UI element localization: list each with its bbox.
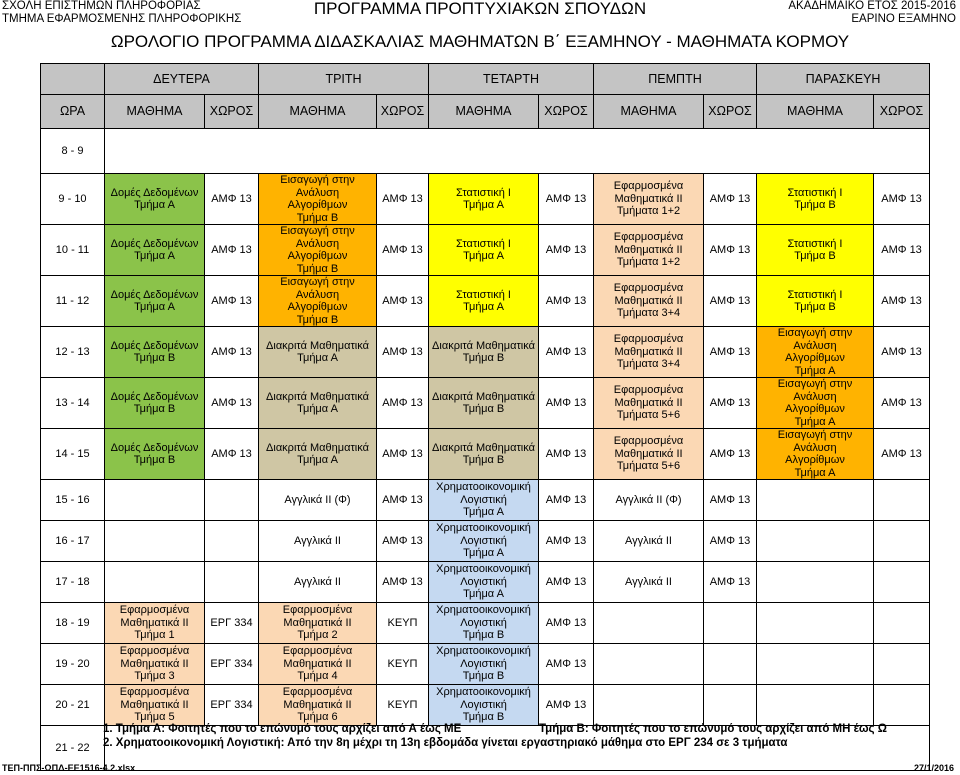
room-cell [205, 480, 259, 521]
table-row [41, 276, 930, 327]
course-cell [757, 685, 874, 726]
day-header: ΠΑΡΑΣΚΕΥΗ [757, 64, 930, 95]
column-header-course: ΜΑΘΗΜΑ [429, 95, 539, 129]
room-cell: ΑΜΦ 13 [377, 521, 429, 562]
room-cell: ΑΜΦ 13 [377, 480, 429, 521]
course-cell: Διακριτά Μαθηματικά Τμήμα Α [259, 327, 377, 378]
course-cell: Χρηματοοικονομική Λογιστική Τμήμα Α [429, 480, 539, 521]
table-row [41, 521, 930, 562]
course-cell: Αγγλικά ΙΙ [594, 562, 704, 603]
room-cell: ΑΜΦ 13 [539, 429, 594, 480]
footer-date: 27/1/2016 [913, 763, 954, 773]
schedule-table [40, 63, 930, 771]
course-cell: Εφαρμοσμένα Μαθηματικά ΙΙ Τμήμα 3 [105, 644, 205, 685]
room-cell: ΑΜΦ 13 [205, 327, 259, 378]
school-name: ΣΧΟΛΗ ΕΠΙΣΤΗΜΩΝ ΠΛΗΡΟΦΟΡΙΑΣ [2, 0, 201, 12]
room-cell: ΑΜΦ 13 [377, 225, 429, 276]
course-cell: Αγγλικά ΙΙ (Φ) [259, 480, 377, 521]
time-slot: 15 - 16 [41, 480, 105, 521]
course-cell: Στατιστική Ι Τμήμα Β [757, 174, 874, 225]
day-header: ΤΡΙΤΗ [259, 64, 429, 95]
course-cell: Εφαρμοσμένα Μαθηματικά ΙΙ Τμήμα 1 [105, 603, 205, 644]
course-cell: Χρηματοοικονομική Λογιστική Τμήμα Β [429, 685, 539, 726]
course-cell: Διακριτά Μαθηματικά Τμήμα Β [429, 429, 539, 480]
room-cell [205, 521, 259, 562]
course-cell: Στατιστική Ι Τμήμα Β [757, 276, 874, 327]
course-cell [594, 685, 704, 726]
course-cell [105, 562, 205, 603]
time-slot: 21 - 22 [41, 726, 105, 771]
course-cell: Εφαρμοσμένα Μαθηματικά ΙΙ Τμήματα 3+4 [594, 327, 704, 378]
course-cell: Εφαρμοσμένα Μαθηματικά ΙΙ Τμήμα 2 [259, 603, 377, 644]
course-cell: Διακριτά Μαθηματικά Τμήμα Α [259, 378, 377, 429]
room-cell: ΑΜΦ 13 [539, 685, 594, 726]
table-row [41, 644, 930, 685]
room-cell: ΕΡΓ 334 [205, 603, 259, 644]
room-cell: ΑΜΦ 13 [377, 276, 429, 327]
course-cell: Εφαρμοσμένα Μαθηματικά ΙΙ Τμήματα 1+2 [594, 174, 704, 225]
course-cell [757, 603, 874, 644]
course-cell: Εφαρμοσμένα Μαθηματικά ΙΙ Τμήματα 3+4 [594, 276, 704, 327]
table-row [41, 685, 930, 726]
course-cell: Χρηματοοικονομική Λογιστική Τμήμα Α [429, 562, 539, 603]
room-cell [874, 603, 930, 644]
room-cell: ΑΜΦ 13 [377, 429, 429, 480]
note-2: 2. Χρηματοοικονομική Λογιστική: Από την 8η μέχρι τη 13η εβδομάδα γίνεται εργαστηριακό μάθημα στο ΕΡΓ 234 σε 3 τμήματα [103, 737, 788, 749]
column-header-course: ΜΑΘΗΜΑ [757, 95, 874, 129]
course-cell: Εφαρμοσμένα Μαθηματικά ΙΙ Τμήμα 5 [105, 685, 205, 726]
room-cell: ΑΜΦ 13 [704, 276, 757, 327]
course-cell: Διακριτά Μαθηματικά Τμήμα Β [429, 378, 539, 429]
room-cell: ΑΜΦ 13 [874, 225, 930, 276]
room-cell [874, 480, 930, 521]
course-cell: Εφαρμοσμένα Μαθηματικά ΙΙ Τμήματα 1+2 [594, 225, 704, 276]
room-cell: ΑΜΦ 13 [539, 603, 594, 644]
room-cell: ΕΡΓ 334 [205, 644, 259, 685]
room-cell: ΑΜΦ 13 [704, 327, 757, 378]
room-cell: ΑΜΦ 13 [704, 521, 757, 562]
room-cell: ΑΜΦ 13 [874, 429, 930, 480]
semester: ΕΑΡΙΝΟ ΕΞΑΜΗΝΟ [851, 13, 956, 25]
course-cell [757, 562, 874, 603]
column-header-course: ΜΑΘΗΜΑ [259, 95, 377, 129]
room-cell [704, 685, 757, 726]
time-slot: 11 - 12 [41, 276, 105, 327]
course-cell: Στατιστική Ι Τμήμα Α [429, 276, 539, 327]
room-cell: ΕΡΓ 334 [205, 685, 259, 726]
time-slot: 18 - 19 [41, 603, 105, 644]
room-cell: ΑΜΦ 13 [539, 225, 594, 276]
column-header-room: ΧΩΡΟΣ [377, 95, 429, 129]
course-cell: Αγγλικά ΙΙ (Φ) [594, 480, 704, 521]
course-cell: Στατιστική Ι Τμήμα Α [429, 225, 539, 276]
room-cell: ΑΜΦ 13 [539, 521, 594, 562]
time-slot: 19 - 20 [41, 644, 105, 685]
room-cell: ΑΜΦ 13 [539, 174, 594, 225]
department-name: ΤΜΗΜΑ ΕΦΑΡΜΟΣΜΕΝΗΣ ΠΛΗΡΟΦΟΡΙΚΗΣ [2, 13, 242, 25]
column-header-course: ΜΑΘΗΜΑ [594, 95, 704, 129]
day-header: ΤΕΤΑΡΤΗ [429, 64, 594, 95]
course-cell [757, 644, 874, 685]
room-cell: ΑΜΦ 13 [539, 276, 594, 327]
room-cell: ΑΜΦ 13 [704, 429, 757, 480]
course-cell: Εφαρμοσμένα Μαθηματικά ΙΙ Τμήματα 5+6 [594, 378, 704, 429]
time-slot: 20 - 21 [41, 685, 105, 726]
table-row [41, 562, 930, 603]
room-cell: ΑΜΦ 13 [539, 378, 594, 429]
course-cell: Χρηματοοικονομική Λογιστική Τμήμα Β [429, 603, 539, 644]
course-cell: Εφαρμοσμένα Μαθηματικά ΙΙ Τμήμα 4 [259, 644, 377, 685]
room-cell: ΑΜΦ 13 [704, 225, 757, 276]
time-slot: 13 - 14 [41, 378, 105, 429]
program-title: ΠΡΟΓΡΑΜΜΑ ΠΡΟΠΤΥΧΙΑΚΩΝ ΣΠΟΥΔΩΝ [313, 0, 647, 18]
room-cell: ΑΜΦ 13 [377, 327, 429, 378]
course-cell [594, 644, 704, 685]
column-header-course: ΜΑΘΗΜΑ [105, 95, 205, 129]
page-title: ΩΡΟΛΟΓΙΟ ΠΡΟΓΡΑΜΜΑ ΔΙΔΑΣΚΑΛΙΑΣ ΜΑΘΗΜΑΤΩΝ Β΄ ΕΞΑΜΗΝΟΥ - ΜΑΘΗΜΑΤΑ ΚΟΡΜΟΥ [110, 32, 850, 51]
room-cell: ΑΜΦ 13 [377, 562, 429, 603]
room-cell: ΑΜΦ 13 [874, 378, 930, 429]
course-cell: Στατιστική Ι Τμήμα Β [757, 225, 874, 276]
course-cell [594, 603, 704, 644]
course-cell: Εισαγωγή στην Ανάλυση Αλγορίθμων Τμήμα Β [259, 276, 377, 327]
note-1b: Τμήμα Β: Φοιτητές που το επώνυμό τους αρχίζει από ΜΗ έως Ω [539, 723, 887, 735]
table-row [41, 174, 930, 225]
day-header: ΔΕΥΤΕΡΑ [105, 64, 259, 95]
course-cell [105, 521, 205, 562]
header-right [788, 0, 956, 26]
course-cell: Αγγλικά ΙΙ [259, 562, 377, 603]
column-header-room: ΧΩΡΟΣ [539, 95, 594, 129]
course-cell: Δομές Δεδομένων Τμήμα Α [105, 174, 205, 225]
footer-file: ΤΕΠ-ΠΠΣ-ΩΠΔ-ΕΕ1516-4.2.xlsx [2, 763, 136, 773]
room-cell: ΑΜΦ 13 [874, 276, 930, 327]
room-cell: ΑΜΦ 13 [704, 174, 757, 225]
course-cell: Διακριτά Μαθηματικά Τμήμα Β [429, 327, 539, 378]
room-cell: ΚΕΥΠ [377, 685, 429, 726]
room-cell: ΑΜΦ 13 [874, 174, 930, 225]
time-slot: 14 - 15 [41, 429, 105, 480]
time-slot: 16 - 17 [41, 521, 105, 562]
room-cell [874, 562, 930, 603]
room-cell: ΑΜΦ 13 [539, 327, 594, 378]
course-cell: Εισαγωγή στην Ανάλυση Αλγορίθμων Τμήμα Β [259, 225, 377, 276]
room-cell [874, 521, 930, 562]
room-cell [704, 644, 757, 685]
room-cell: ΑΜΦ 13 [205, 276, 259, 327]
table-row [41, 129, 930, 174]
course-cell: Στατιστική Ι Τμήμα Α [429, 174, 539, 225]
time-slot: 10 - 11 [41, 225, 105, 276]
course-cell: Εφαρμοσμένα Μαθηματικά ΙΙ Τμήμα 6 [259, 685, 377, 726]
room-cell: ΑΜΦ 13 [539, 562, 594, 603]
room-cell: ΑΜΦ 13 [704, 480, 757, 521]
course-cell: Αγγλικά ΙΙ [259, 521, 377, 562]
header-corner [41, 64, 105, 95]
table-row [41, 429, 930, 480]
room-cell: ΑΜΦ 13 [539, 480, 594, 521]
course-cell: Εισαγωγή στην Ανάλυση Αλγορίθμων Τμήμα Α [757, 429, 874, 480]
room-cell: ΑΜΦ 13 [205, 225, 259, 276]
columns-header-row [41, 95, 930, 129]
time-slot: 9 - 10 [41, 174, 105, 225]
room-cell: ΑΜΦ 13 [377, 174, 429, 225]
table-row [41, 603, 930, 644]
note-1a: 1. Τμήμα Α: Φοιτητές που το επώνυμό τους αρχίζει από Α έως ΜΕ [103, 723, 462, 735]
table-row [41, 480, 930, 521]
course-cell [757, 521, 874, 562]
room-cell [874, 685, 930, 726]
room-cell: ΑΜΦ 13 [205, 378, 259, 429]
course-cell: Εισαγωγή στην Ανάλυση Αλγορίθμων Τμήμα Α [757, 327, 874, 378]
day-header: ΠΕΜΠΤΗ [594, 64, 757, 95]
room-cell: ΑΜΦ 13 [704, 562, 757, 603]
room-cell [205, 562, 259, 603]
room-cell: ΚΕΥΠ [377, 644, 429, 685]
course-cell: Χρηματοοικονομική Λογιστική Τμήμα Α [429, 521, 539, 562]
time-slot: 12 - 13 [41, 327, 105, 378]
room-cell [874, 644, 930, 685]
room-cell: ΑΜΦ 13 [704, 378, 757, 429]
course-cell: Δομές Δεδομένων Τμήμα Β [105, 429, 205, 480]
room-cell: ΑΜΦ 13 [205, 174, 259, 225]
course-cell: Δομές Δεδομένων Τμήμα Β [105, 327, 205, 378]
table-row [41, 327, 930, 378]
academic-year: ΑΚΑΔΗΜΑΪΚΟ ΕΤΟΣ 2015-2016 [788, 0, 956, 12]
course-cell: Δομές Δεδομένων Τμήμα Β [105, 378, 205, 429]
column-header-room: ΧΩΡΟΣ [874, 95, 930, 129]
time-slot: 8 - 9 [41, 129, 105, 174]
room-cell [704, 603, 757, 644]
notes [103, 722, 887, 750]
course-cell: Διακριτά Μαθηματικά Τμήμα Α [259, 429, 377, 480]
course-cell [105, 480, 205, 521]
course-cell: Εισαγωγή στην Ανάλυση Αλγορίθμων Τμήμα Α [757, 378, 874, 429]
room-cell: ΚΕΥΠ [377, 603, 429, 644]
course-cell: Δομές Δεδομένων Τμήμα Α [105, 225, 205, 276]
room-cell: ΑΜΦ 13 [205, 429, 259, 480]
room-cell: ΑΜΦ 13 [377, 378, 429, 429]
room-cell: ΑΜΦ 13 [874, 327, 930, 378]
course-cell: Δομές Δεδομένων Τμήμα Α [105, 276, 205, 327]
course-cell: Χρηματοοικονομική Λογιστική Τμήμα Β [429, 644, 539, 685]
time-slot: 17 - 18 [41, 562, 105, 603]
course-cell [757, 480, 874, 521]
column-header-time: ΩΡΑ [41, 95, 105, 129]
course-cell: Αγγλικά ΙΙ [594, 521, 704, 562]
days-header-row [41, 64, 930, 95]
table-row [41, 225, 930, 276]
column-header-room: ΧΩΡΟΣ [704, 95, 757, 129]
empty-slot [105, 129, 930, 174]
course-cell: Εισαγωγή στην Ανάλυση Αλγορίθμων Τμήμα Β [259, 174, 377, 225]
column-header-room: ΧΩΡΟΣ [205, 95, 259, 129]
course-cell: Εφαρμοσμένα Μαθηματικά ΙΙ Τμήματα 5+6 [594, 429, 704, 480]
table-row [41, 378, 930, 429]
room-cell: ΑΜΦ 13 [539, 644, 594, 685]
